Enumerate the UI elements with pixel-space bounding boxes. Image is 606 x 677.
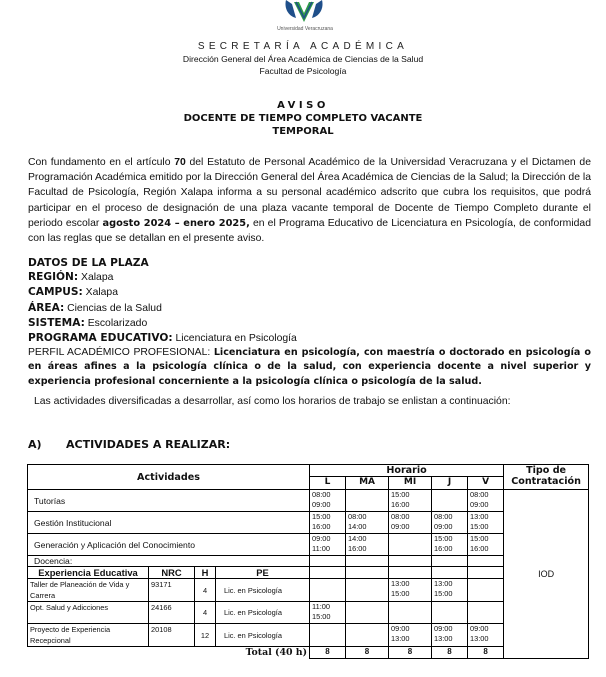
day-header: MA — [346, 477, 389, 490]
perfil-label: PERFIL ACADÉMICO PROFESIONAL: — [28, 347, 211, 359]
area-label: ÁREA: — [28, 301, 65, 314]
time-slot-cell: 08:00 09:00 — [389, 512, 432, 534]
hours-value: 12 — [195, 624, 216, 647]
programa-label: PROGRAMA EDUCATIVO: — [28, 332, 173, 345]
section-a-heading — [28, 438, 230, 451]
schedule-table — [27, 464, 589, 659]
logo-caption: Universidad Veracruzana — [277, 26, 333, 32]
day-header: L — [310, 477, 346, 490]
perfil-row — [28, 346, 591, 389]
time-slot-cell: 08:00 14:00 — [346, 512, 389, 534]
activity-name: Tutorías — [28, 490, 310, 512]
total-label: Total (40 h) — [28, 647, 310, 659]
experiencia-educativa: Proyecto de Experiencia Recepcional — [28, 624, 149, 647]
activity-row — [28, 490, 589, 512]
empty-cell — [432, 567, 468, 579]
time-slot-cell: 09:00 13:00 — [468, 624, 504, 647]
experiencia-educativa: Taller de Planeación de Vida y Carrera — [28, 579, 149, 602]
hours-value: 4 — [195, 602, 216, 624]
region-row — [28, 270, 591, 285]
perfil-value: Licenciatura en psicología, con maestría o doctorado en psicología o en áreas afines a la psicología clínica o de la salud, con experiencia docente a nivel superior y experiencia profesional concerniente a la psicología clínica o psicología de la salud. — [28, 347, 592, 387]
university-logo — [282, 0, 326, 24]
section-letter: A) — [28, 438, 42, 451]
empty-cell — [346, 567, 389, 579]
area-value: Ciencias de la Salud — [67, 302, 162, 314]
time-slot-cell — [310, 624, 346, 647]
section-title: ACTIVIDADES A REALIZAR: — [66, 438, 231, 451]
time-slot-cell: 15:00 16:00 — [389, 490, 432, 512]
actividades-header: Actividades — [28, 465, 310, 490]
time-slot-cell: 08:00 09:00 — [310, 490, 346, 512]
secretaria-heading: SECRETARÍA ACADÉMICA — [197, 41, 409, 52]
time-slot-cell: 09:00 13:00 — [389, 624, 432, 647]
sistema-value: Escolarizado — [87, 317, 148, 329]
time-slot-cell: 08:00 09:00 — [432, 512, 468, 534]
ee-header: Experiencia Educativa — [28, 567, 149, 579]
pe-value: Lic. en Psicología — [216, 624, 310, 647]
actividades-intro: Las actividades diversificadas a desarrollar, así como los horarios de trabajo se enlistan a continuación: — [34, 396, 511, 407]
empty-cell — [310, 556, 346, 567]
time-slot-cell — [346, 490, 389, 512]
empty-cell — [468, 556, 504, 567]
intro-text: Con fundamento en el artículo — [28, 157, 175, 168]
time-slot-cell — [432, 602, 468, 624]
nrc-value: 24166 — [149, 602, 195, 624]
time-slot-cell: 15:00 16:00 — [310, 512, 346, 534]
tipo-contratacion-value: IOD — [504, 490, 589, 659]
periodo-escolar: agosto 2024 – enero 2025, — [102, 217, 250, 229]
pe-header: PE — [216, 567, 310, 579]
time-slot-cell: 11:00 15:00 — [310, 602, 346, 624]
docencia-label: Docencia: — [28, 556, 310, 567]
time-slot-cell: 13:00 15:00 — [432, 579, 468, 602]
time-slot-cell — [346, 602, 389, 624]
empty-cell — [389, 567, 432, 579]
time-slot-cell — [310, 579, 346, 602]
notice-title-line2: TEMPORAL — [272, 126, 334, 137]
time-slot-cell — [346, 624, 389, 647]
day-total: 8 — [432, 647, 468, 659]
time-slot-cell: 15:00 16:00 — [432, 534, 468, 556]
sistema-label: SISTEMA: — [28, 316, 85, 329]
horario-header: Horario — [310, 465, 504, 477]
time-slot-cell: 09:00 13:00 — [432, 624, 468, 647]
time-slot-cell — [432, 490, 468, 512]
time-slot-cell: 15:00 16:00 — [468, 534, 504, 556]
time-slot-cell — [389, 534, 432, 556]
time-slot-cell — [468, 579, 504, 602]
region-label: REGIÓN: — [28, 271, 79, 284]
time-slot-cell: 09:00 11:00 — [310, 534, 346, 556]
empty-cell — [432, 556, 468, 567]
notice-title-line1: DOCENTE DE TIEMPO COMPLETO VACANTE — [183, 113, 423, 124]
empty-cell — [468, 567, 504, 579]
tipo-contratacion-header: Tipo de Contratación — [504, 465, 589, 490]
nrc-value: 20108 — [149, 624, 195, 647]
intro-text: en el Programa Educativo de Licenciatura en Psicología, de conformidad con las reglas que se detallan en el presente aviso. — [28, 217, 591, 245]
programa-value: Licenciatura en Psicología — [175, 333, 297, 345]
day-total: 8 — [346, 647, 389, 659]
time-slot-cell: 13:00 15:00 — [389, 579, 432, 602]
campus-value: Xalapa — [85, 287, 118, 299]
experiencia-educativa: Opt. Salud y Adicciones — [28, 602, 149, 624]
intro-paragraph — [28, 155, 591, 246]
day-total: 8 — [389, 647, 432, 659]
programa-row — [28, 331, 591, 346]
direccion-heading: Dirección General del Área Académica de Ciencias de la Salud — [182, 54, 424, 64]
empty-cell — [346, 556, 389, 567]
time-slot-cell: 14:00 16:00 — [346, 534, 389, 556]
pe-value: Lic. en Psicología — [216, 579, 310, 602]
activity-name: Generación y Aplicación del Conocimiento — [28, 534, 310, 556]
hours-value: 4 — [195, 579, 216, 602]
articulo-number: 70 — [174, 157, 186, 168]
activity-name: Gestión Institucional — [28, 512, 310, 534]
sistema-row — [28, 316, 591, 331]
datos-plaza — [28, 256, 591, 389]
empty-cell — [310, 567, 346, 579]
day-total: 8 — [468, 647, 504, 659]
day-header: MI — [389, 477, 432, 490]
time-slot-cell — [468, 602, 504, 624]
time-slot-cell: 13:00 15:00 — [468, 512, 504, 534]
time-slot-cell: 08:00 09:00 — [468, 490, 504, 512]
intro-text: del Estatuto de Personal Académico de la Universidad Veracruzana y el Dictamen de Programación Académica emitido por la Dirección General del Área Académica de Ciencias de la Salud; la Dirección de la Facultad de Psicología, Región Xalapa informa a su personal académico adscrito que cubra los requisitos, que podrá participar en el proceso de designación de una plaza vacante temporal de Docente de Tiempo Completo durante el periodo escolar — [28, 157, 591, 229]
day-header: V — [468, 477, 504, 490]
campus-label: CAMPUS: — [28, 286, 83, 299]
empty-cell — [389, 556, 432, 567]
campus-row — [28, 285, 591, 300]
area-row — [28, 301, 591, 316]
time-slot-cell — [346, 579, 389, 602]
nrc-header: NRC — [149, 567, 195, 579]
nrc-value: 93171 — [149, 579, 195, 602]
pe-value: Lic. en Psicología — [216, 602, 310, 624]
facultad-heading: Facultad de Psicología — [259, 66, 347, 76]
region-value: Xalapa — [81, 272, 114, 284]
aviso-title: AVISO — [277, 100, 329, 111]
datos-heading: DATOS DE LA PLAZA — [28, 257, 149, 269]
time-slot-cell — [389, 602, 432, 624]
h-header: H — [195, 567, 216, 579]
day-header: J — [432, 477, 468, 490]
day-total: 8 — [310, 647, 346, 659]
